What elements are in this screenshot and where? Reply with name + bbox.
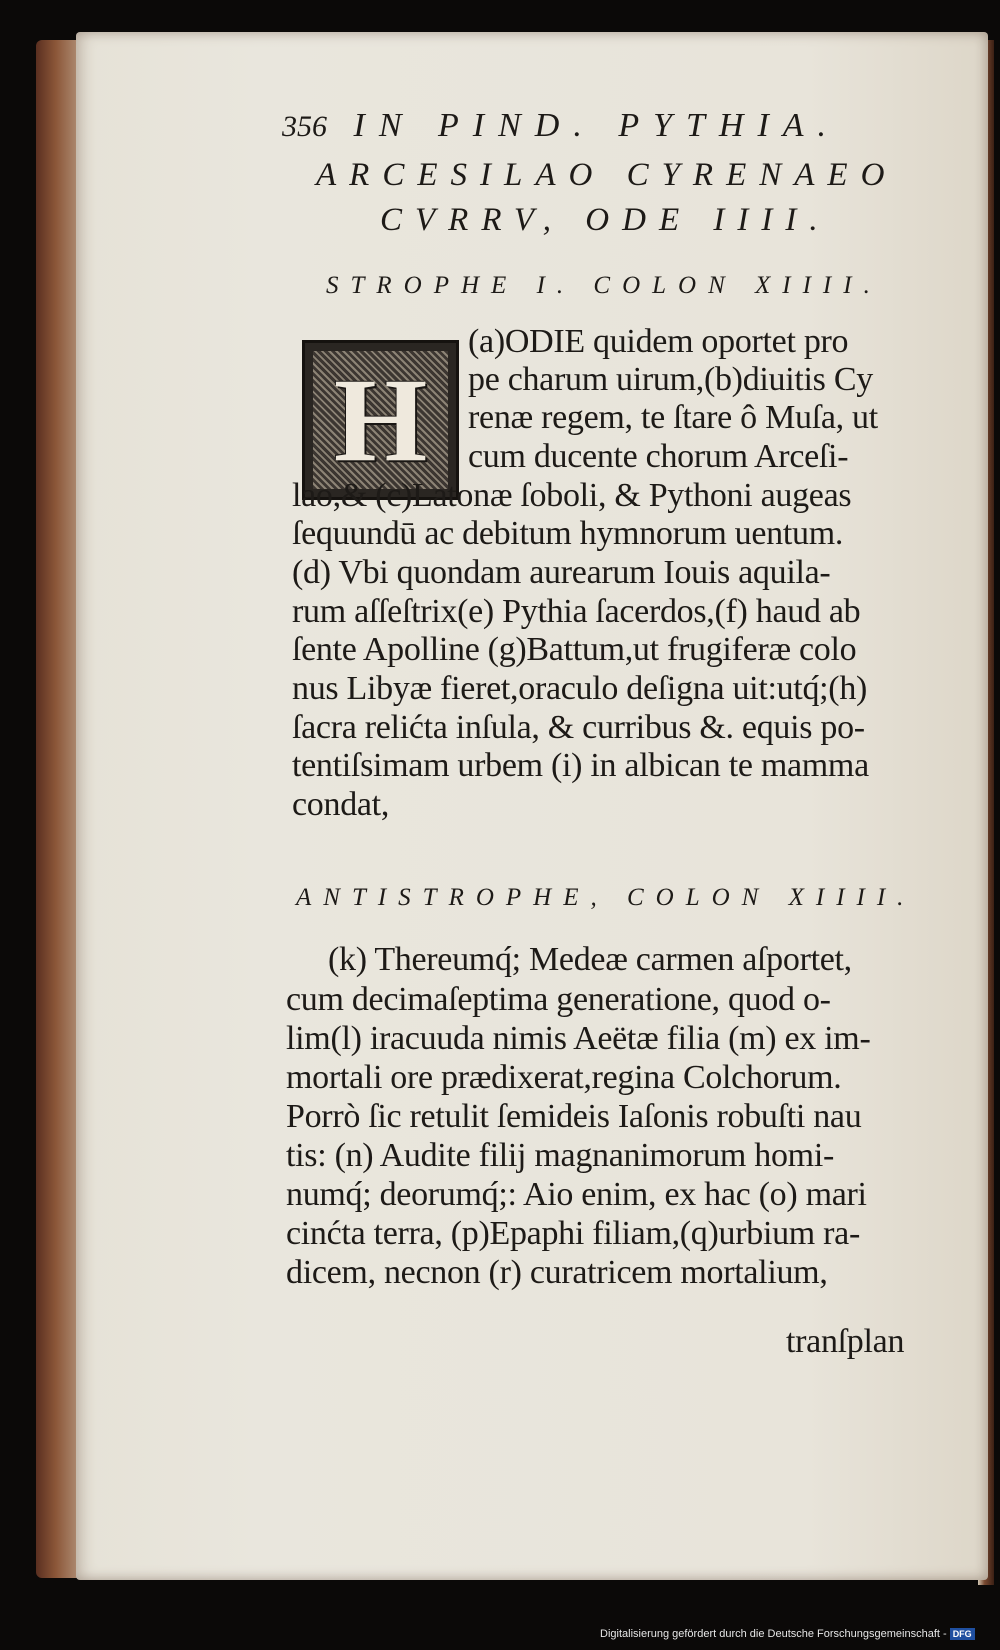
antistrophe-line: numq́; deorumq́;: Aio enim, ex hac (o) mari xyxy=(286,1176,867,1213)
strophe-line: condat, xyxy=(292,786,390,823)
page-header xyxy=(282,106,840,147)
strophe-line: ſente Apolline (g)Battum,ut frugiferæ colo xyxy=(292,631,857,668)
credit-text: Digitalisierung gefördert durch die Deutsche Forschungsgemeinschaft - xyxy=(600,1628,947,1640)
antistrophe-line: tis: (n) Audite filij magnanimorum homi- xyxy=(286,1137,834,1174)
antistrophe-line: cinćta terra, (p)Epaphi filiam,(q)urbium ra- xyxy=(286,1215,860,1252)
antistrophe-line: (k) Thereumq́; Medeæ carmen aſportet, xyxy=(328,941,852,978)
catchword: tranſplan xyxy=(786,1323,905,1360)
strophe-line: renæ regem, te ſtare ô Muſa, ut xyxy=(468,399,878,436)
antistrophe-line: Porrò ſic retulit ſemideis Iaſonis robuſti nau xyxy=(286,1098,862,1135)
strophe-line: tentiſsimam urbem (i) in albican te mamma xyxy=(292,747,869,784)
strophe-line: (d) Vbi quondam aurearum Iouis aquila- xyxy=(292,554,831,591)
strophe-line: ſacra relićta inſula, & curribus &. equis po- xyxy=(292,709,865,746)
running-title: IN PIND. PYTHIA. xyxy=(353,107,841,144)
strophe-line: nus Libyæ fieret,oraculo deſigna uit:utq́;(h) xyxy=(292,670,868,707)
antistrophe-line: lim(l) iracuuda nimis Aeëtæ filia (m) ex im- xyxy=(286,1020,871,1057)
initial-letter: H xyxy=(333,353,428,486)
page-number: 356 xyxy=(282,110,327,143)
antistrophe-line: mortali ore prædixerat,regina Colchorum. xyxy=(286,1059,842,1096)
strophe-line: ſequundū ac debitum hymnorum uentum. xyxy=(292,515,844,552)
strophe-heading: STROPHE I. COLON XIIII. xyxy=(326,272,882,299)
ode-title-line2: CVRRV, ODE IIII. xyxy=(380,202,831,238)
strophe-line: pe charum uirum,(b)diuitis Cy xyxy=(468,361,873,398)
strophe-line: cum ducente chorum Arceſi- xyxy=(468,438,849,475)
antistrophe-line: cum decimaſeptima generatione, quod o- xyxy=(286,981,831,1018)
strophe-line: (a)ODIE quidem oportet pro xyxy=(468,323,849,360)
strophe-line: lao,& (c)Latonæ ſoboli, & Pythoni augeas xyxy=(292,477,852,514)
digitization-credit xyxy=(600,1628,975,1640)
strophe-line: rum aſſeſtrix(e) Pythia ſacerdos,(f) haud ab xyxy=(292,593,861,630)
antistrophe-heading: ANTISTROPHE, COLON XIIII. xyxy=(296,884,916,911)
dfg-logo: DFG xyxy=(950,1628,975,1640)
antistrophe-line: dicem, necnon (r) curatricem mortalium, xyxy=(286,1254,828,1291)
ode-title-line1: ARCESILAO CYRENAEO xyxy=(316,157,898,193)
